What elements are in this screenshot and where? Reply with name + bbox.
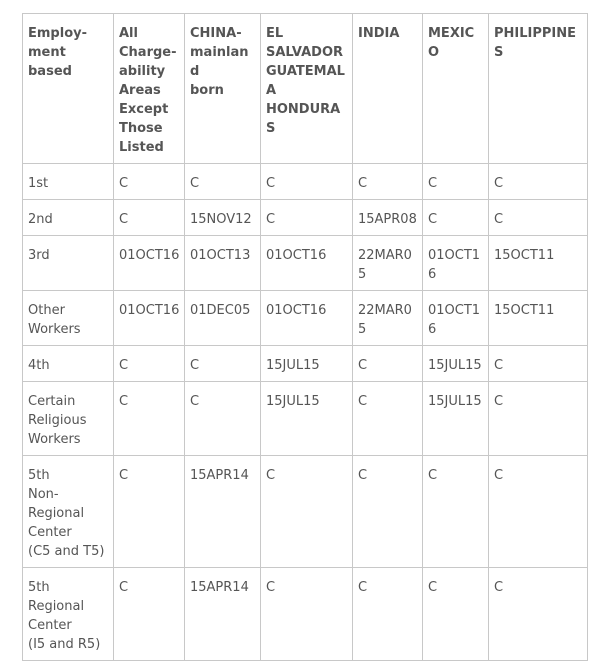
row-category: Other Workers: [23, 291, 114, 346]
table-cell: C: [423, 568, 489, 661]
header-philippines: PHILIPPINES: [489, 14, 588, 164]
table-cell: 22MAR05: [353, 291, 423, 346]
header-all-chargeability: All Charge- ability Areas Except Those Listed: [114, 14, 185, 164]
header-mexico: MEXICO: [423, 14, 489, 164]
table-cell: C: [261, 200, 353, 236]
table-cell: C: [185, 164, 261, 200]
table-cell: 01OCT16: [114, 236, 185, 291]
table-cell: 15APR08: [353, 200, 423, 236]
row-category: 3rd: [23, 236, 114, 291]
table-cell: C: [353, 164, 423, 200]
table-cell: C: [489, 382, 588, 456]
table-row: [23, 164, 588, 200]
table-cell: C: [114, 200, 185, 236]
table-cell: 15NOV12: [185, 200, 261, 236]
table-cell: C: [261, 164, 353, 200]
row-category: 1st: [23, 164, 114, 200]
table-cell: C: [423, 164, 489, 200]
table-row: [23, 346, 588, 382]
header-china: CHINA- mainland born: [185, 14, 261, 164]
table-cell: C: [489, 568, 588, 661]
header-row: [23, 14, 588, 164]
table-cell: C: [423, 456, 489, 568]
table-cell: 01OCT16: [261, 291, 353, 346]
table-cell: C: [489, 200, 588, 236]
table-row: [23, 456, 588, 568]
table-cell: C: [423, 200, 489, 236]
table-cell: 15APR14: [185, 456, 261, 568]
table-row: [23, 291, 588, 346]
table-cell: 15JUL15: [423, 382, 489, 456]
table-cell: 01OCT16: [423, 291, 489, 346]
table-cell: C: [114, 346, 185, 382]
table-cell: C: [489, 346, 588, 382]
table-cell: 22MAR05: [353, 236, 423, 291]
visa-bulletin-table: [22, 13, 588, 661]
table-cell: 15JUL15: [261, 382, 353, 456]
table-cell: 15JUL15: [261, 346, 353, 382]
header-india: INDIA: [353, 14, 423, 164]
table-cell: 01OCT16: [114, 291, 185, 346]
table-cell: C: [489, 456, 588, 568]
table-cell: C: [185, 346, 261, 382]
table-cell: C: [261, 456, 353, 568]
table-row: [23, 200, 588, 236]
row-category: 5th Regional Center (I5 and R5): [23, 568, 114, 661]
table-cell: 15APR14: [185, 568, 261, 661]
table-cell: 01OCT16: [261, 236, 353, 291]
table-cell: C: [261, 568, 353, 661]
table-cell: C: [353, 346, 423, 382]
row-category: 5th Non-Regional Center (C5 and T5): [23, 456, 114, 568]
table-row: [23, 382, 588, 456]
table-cell: C: [185, 382, 261, 456]
row-category: 4th: [23, 346, 114, 382]
table-cell: C: [353, 456, 423, 568]
table-row: [23, 236, 588, 291]
header-el-salvador-guatemala-honduras: EL SALVADOR GUATEMALA HONDURAS: [261, 14, 353, 164]
table-cell: C: [489, 164, 588, 200]
header-employment-based: Employ- ment based: [23, 14, 114, 164]
table-cell: 01OCT13: [185, 236, 261, 291]
table-cell: 15JUL15: [423, 346, 489, 382]
table-cell: C: [114, 164, 185, 200]
table-cell: 15OCT11: [489, 236, 588, 291]
table-cell: 01DEC05: [185, 291, 261, 346]
row-category: Certain Religious Workers: [23, 382, 114, 456]
table-cell: C: [114, 456, 185, 568]
table-row: [23, 568, 588, 661]
table-cell: C: [114, 382, 185, 456]
table-cell: 01OCT16: [423, 236, 489, 291]
table-cell: C: [114, 568, 185, 661]
table-cell: 15OCT11: [489, 291, 588, 346]
row-category: 2nd: [23, 200, 114, 236]
table-cell: C: [353, 568, 423, 661]
table-cell: C: [353, 382, 423, 456]
